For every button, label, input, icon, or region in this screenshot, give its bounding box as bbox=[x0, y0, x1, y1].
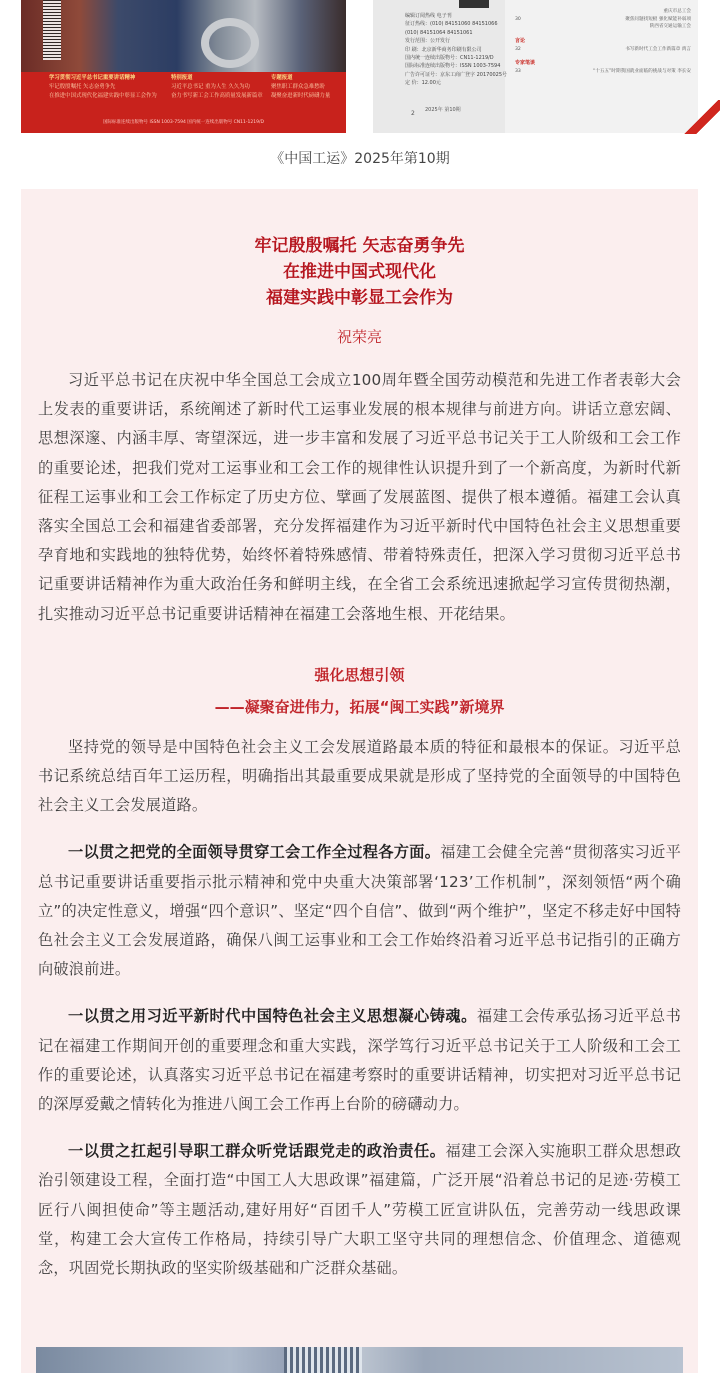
magazine-cover-image[interactable] bbox=[21, 0, 346, 133]
toc-page-no: 33 bbox=[515, 69, 521, 74]
section-intro-paragraph: 坚持党的领导是中国特色社会主义工会发展道路最本质的特征和最根本的保证。习近平总书记系统总结百年工运历程，明确指出其最重要成果就是形成了坚持党的全面领导的中国特色社会主义工会发展道路。 bbox=[38, 737, 681, 815]
point-text: 福建工会健全完善“贯彻落实习近平总书记重要讲话重要指示批示精神和党中央重大决策部署‘123’工作机制”，深刻领悟“两个确立”的决定性意义，增强“四个意识”、坚定“四个自信”、做到“两个维护”，坚定不移走好中国特色社会主义工会发展道路，确保八闽工运事业和工会工作始终沿着习近平总书记指引的正确方向破浪前进。 bbox=[38, 843, 681, 979]
meta-line: 征订热线：(010) 84151060 84151066 bbox=[405, 21, 498, 28]
toc-row bbox=[515, 8, 691, 16]
toc-page-no: 32 bbox=[515, 46, 521, 52]
cover-column-line: 习近平总书记 重为人生 久久为功 bbox=[171, 84, 250, 90]
meta-line: 发行范围：公开发行 bbox=[405, 38, 451, 45]
meta-line: 编辑订阅热线 电子刊 bbox=[405, 13, 452, 19]
meta-line: (010) 84151064 84151061 bbox=[405, 29, 473, 36]
cover-column-head: 特别报道 bbox=[171, 75, 193, 81]
toc-page-no: 30 bbox=[515, 16, 521, 22]
image-caption: 《中国工运》2025年第10期 bbox=[270, 151, 450, 167]
cover-column-head: 专题报道 bbox=[271, 75, 293, 81]
cover-column-head: 学习贯彻习近平总书记重要讲话精神 bbox=[49, 75, 136, 81]
publication-meta bbox=[405, 12, 507, 88]
point-paragraph bbox=[38, 838, 681, 984]
point-paragraph bbox=[38, 1137, 681, 1283]
toc-text: 陕西省交通运输工会 bbox=[649, 24, 691, 29]
toc-text: “十五五”时期我国就业面临的挑战与对策 李长安 bbox=[592, 69, 691, 74]
building-graphic bbox=[284, 1347, 362, 1373]
cover-column-line: 牢记殷殷嘱托 矢志奋勇争先 bbox=[49, 84, 116, 90]
article-photo[interactable] bbox=[36, 1347, 683, 1373]
toc-section: 专家笔谈 bbox=[515, 60, 536, 66]
meta-line: 印 刷：北京新华商务印刷有限公司 bbox=[405, 46, 482, 53]
article-title bbox=[21, 233, 698, 311]
toc-text: 书写新时代工会工作新篇章 禹言 bbox=[625, 46, 691, 52]
point-text: 福建工会深入实施职工群众思想政治引领建设工程，全面打造“中国工人大思政课”福建篇，广泛开展“沿着总书记的足迹·劳模工匠行八闽担使命”等主题活动,建好用好“百团千人”劳模工匠宣讲队伍，完善劳动一线思政课堂，构建工会大宣传工作格局，持续引导广大职工坚守共同的理想信念、价值理念、道德观念，巩固党长期执政的坚实阶级基础和广泛群众基础。 bbox=[38, 1142, 681, 1278]
toc-row bbox=[515, 68, 691, 76]
cover-column bbox=[171, 74, 263, 101]
title-line: 牢记殷殷嘱托 矢志奋勇争先 bbox=[254, 236, 465, 256]
issue-label: 2025年 第10期 bbox=[425, 107, 461, 113]
toc-text: 聚焦问题找短板 强化赋能补弱项 bbox=[625, 16, 691, 22]
magazine-contents-image[interactable] bbox=[373, 0, 698, 133]
point-lead: 一以贯之扛起引导职工群众听党话跟党走的政治责任。 bbox=[68, 1142, 446, 1161]
title-line: 在推进中国式现代化 bbox=[283, 262, 436, 282]
contents-meta-panel bbox=[373, 0, 508, 133]
cover-footer: 国际标准连续出版物号 ISSN 1003-7594 国内统一连续出版物号 CN11-1219/D bbox=[103, 120, 264, 125]
cover-column-line: 奋力书写新工会工作高质量发展新篇章 bbox=[171, 93, 263, 99]
decorative-corner-stripe bbox=[680, 100, 720, 134]
section-heading bbox=[21, 659, 698, 723]
steel-ring-graphic bbox=[201, 18, 259, 68]
cover-column bbox=[271, 74, 330, 101]
point-lead: 一以贯之把党的全面领导贯穿工会工作全过程各方面。 bbox=[68, 843, 441, 862]
section-subheading-line: ——凝聚奋进伟力，拓展“闽工实践”新境界 bbox=[214, 697, 505, 716]
cover-column-line: 凝聚奋进新时代磅礴力量 bbox=[271, 93, 331, 99]
meta-line: 国内统一连续出版物号：CN11-1219/D bbox=[405, 55, 494, 62]
meta-line: 广告许可证号：京东工商广登字 20170025号 bbox=[405, 71, 508, 78]
barcode-icon bbox=[43, 0, 61, 60]
toc-row bbox=[515, 16, 691, 24]
toc-section: 言论 bbox=[515, 37, 526, 44]
cover-column-line: 在推进中国式现代化福建实践中彰显工会作为 bbox=[49, 93, 157, 99]
section-heading-line: 强化思想引领 bbox=[314, 665, 405, 684]
toc-row bbox=[515, 23, 691, 31]
magazine-images bbox=[0, 0, 720, 140]
article-author: 祝荣亮 bbox=[336, 328, 382, 346]
title-line: 福建实践中彰显工会作为 bbox=[266, 288, 453, 308]
article-panel bbox=[21, 189, 698, 1373]
toc-text: 重庆市总工会 bbox=[663, 9, 691, 14]
point-paragraph bbox=[38, 1002, 681, 1119]
point-text: 福建工会传承弘扬习近平总书记在福建工作期间开创的重要理念和重大实践，深学笃行习近平总书记关于工人阶级和工会工作的重要论述，认真落实习近平总书记在福建考察时的重要讲话精神，切实把对习近平总书记的深厚爱戴之情转化为推进八闽工会工作再上台阶的磅礴动力。 bbox=[38, 1007, 681, 1114]
meta-line: 国际标准连续出版物号：ISSN 1003-7594 bbox=[405, 63, 501, 70]
point-lead: 一以贯之用习近平新时代中国特色社会主义思想凝心铸魂。 bbox=[68, 1007, 477, 1026]
qr-code-icon bbox=[459, 0, 489, 8]
table-of-contents bbox=[515, 8, 691, 76]
cover-photo bbox=[21, 0, 346, 72]
meta-line: 定 价：12.00元 bbox=[405, 80, 441, 87]
intro-paragraph: 习近平总书记在庆祝中华全国总工会成立100周年暨全国劳动模范和先进工作者表彰大会上发表的重要讲话，系统阐述了新时代工运事业发展的根本规律与前进方向。讲话立意宏阔、思想深邃、内涵丰厚、寄望深远，进一步丰富和发展了习近平总书记关于工人阶级和工会工作的重要论述，把我们党对工运事业和工会工作的规律性认识提升到了一个新高度，为新时代新征程工运事业和工会工作标定了历史方位、擘画了发展蓝图、提供了根本遵循。福建工会认真落实全国总工会和福建省委部署，充分发挥福建作为习近平新时代中国特色社会主义思想重要孕育地和实践地的独特优势，始终怀着特殊感情、带着特殊责任，把深入学习贯彻习近平总书记重要讲话精神作为重大政治任务和鲜明主线，在全省工会系统迅速掀起学习宣传贯彻热潮，扎实推动习近平总书记重要讲话精神在福建工会落地生根、开花结果。 bbox=[38, 371, 681, 623]
page-number: 2 bbox=[411, 110, 415, 117]
toc-row bbox=[515, 46, 691, 54]
cover-column-line: 聚焦职工群众急难愁盼 bbox=[271, 84, 325, 90]
cover-column bbox=[49, 74, 157, 101]
